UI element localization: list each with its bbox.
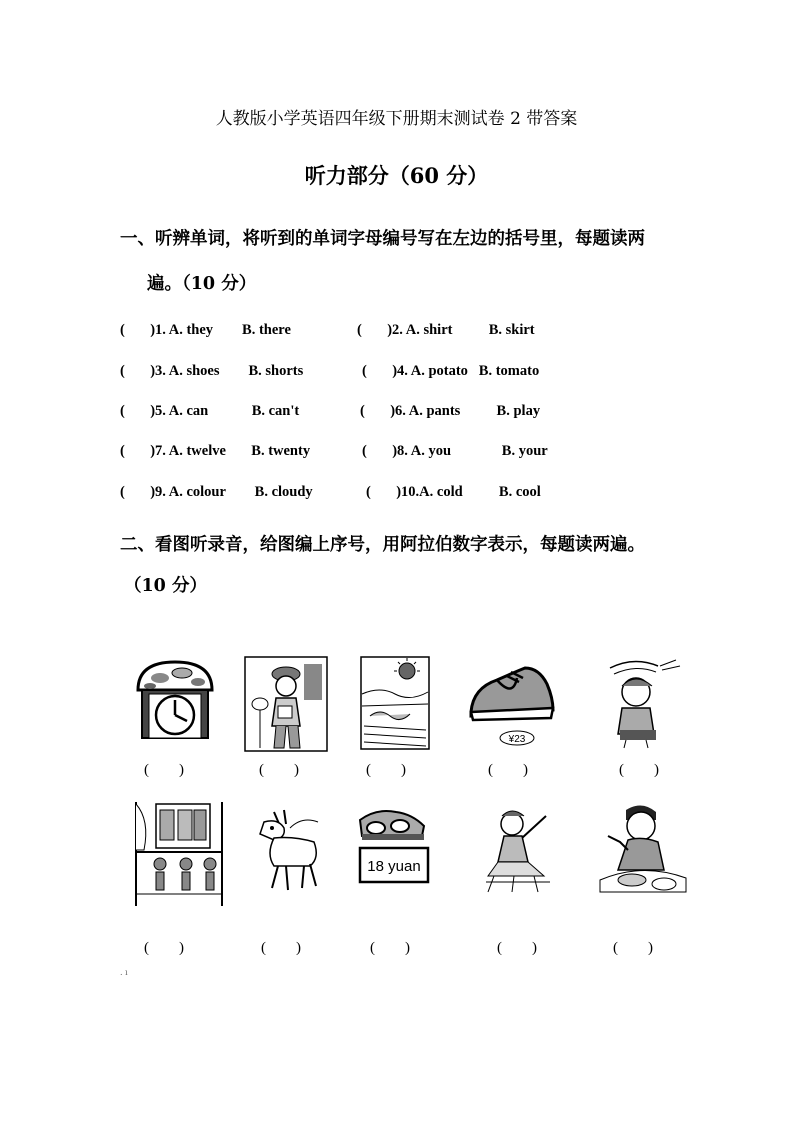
question-9: ( )9. A. colour B. cloudy (120, 484, 313, 500)
question-10: ( )10.A. cold B. cool (366, 484, 541, 500)
answer-paren[interactable]: ( ) (488, 762, 528, 778)
answer-paren[interactable]: ( ) (613, 940, 653, 956)
window-shop-picture (130, 800, 226, 908)
part1-heading: 一、听辨单词，将听到的单词字母编号写在左边的括号里，每题读两 (120, 229, 645, 249)
answer-paren[interactable]: ( ) (144, 940, 184, 956)
question-3: ( )3. A. shoes B. shorts (120, 363, 304, 379)
sunny-beach-picture (360, 656, 430, 750)
question-4: ( )4. A. potato B. tomato (362, 363, 540, 379)
answer-paren[interactable]: ( ) (259, 762, 299, 778)
answer-paren[interactable]: ( ) (497, 940, 537, 956)
answer-paren[interactable]: ( ) (144, 762, 184, 778)
goat-picture (244, 808, 322, 894)
boy-eating-picture (598, 800, 688, 896)
answer-paren[interactable]: ( ) (366, 762, 406, 778)
answer-paren[interactable]: ( ) (261, 940, 301, 956)
question-1: ( )1. A. they B. there (120, 322, 291, 338)
price-tag: ¥23 (508, 734, 526, 745)
part1-heading-cont: 遍。（10 分） (147, 274, 257, 294)
shoe-picture (467, 658, 559, 746)
answer-paren[interactable]: ( ) (370, 940, 410, 956)
question-7: ( )7. A. twelve B. twenty (120, 443, 311, 459)
price-sign: 18 yuan (367, 858, 421, 875)
girl-dancing-picture (484, 802, 554, 894)
question-5: ( )5. A. can B. can't (120, 403, 300, 419)
girl-with-fan-picture (596, 656, 686, 750)
question-2: ( )2. A. shirt B. skirt (357, 322, 535, 338)
question-6: ( )6. A. pants B. play (360, 403, 541, 419)
page-mark: . ı (120, 968, 128, 977)
sandals-picture (356, 804, 430, 884)
section-title: 听力部分（60 分） (304, 163, 489, 188)
question-8: ( )8. A. you B. your (362, 443, 548, 459)
boy-with-hat-picture (244, 656, 328, 752)
answer-paren[interactable]: ( ) (619, 762, 659, 778)
part2-heading: 二、看图听录音，给图编上序号，用阿拉伯数字表示，每题读两遍。 (120, 535, 645, 555)
clock-picture (130, 658, 220, 742)
part2-heading-cont: （10 分） (124, 576, 207, 596)
document-title: 人教版小学英语四年级下册期末测试卷 2 带答案 (215, 109, 578, 129)
